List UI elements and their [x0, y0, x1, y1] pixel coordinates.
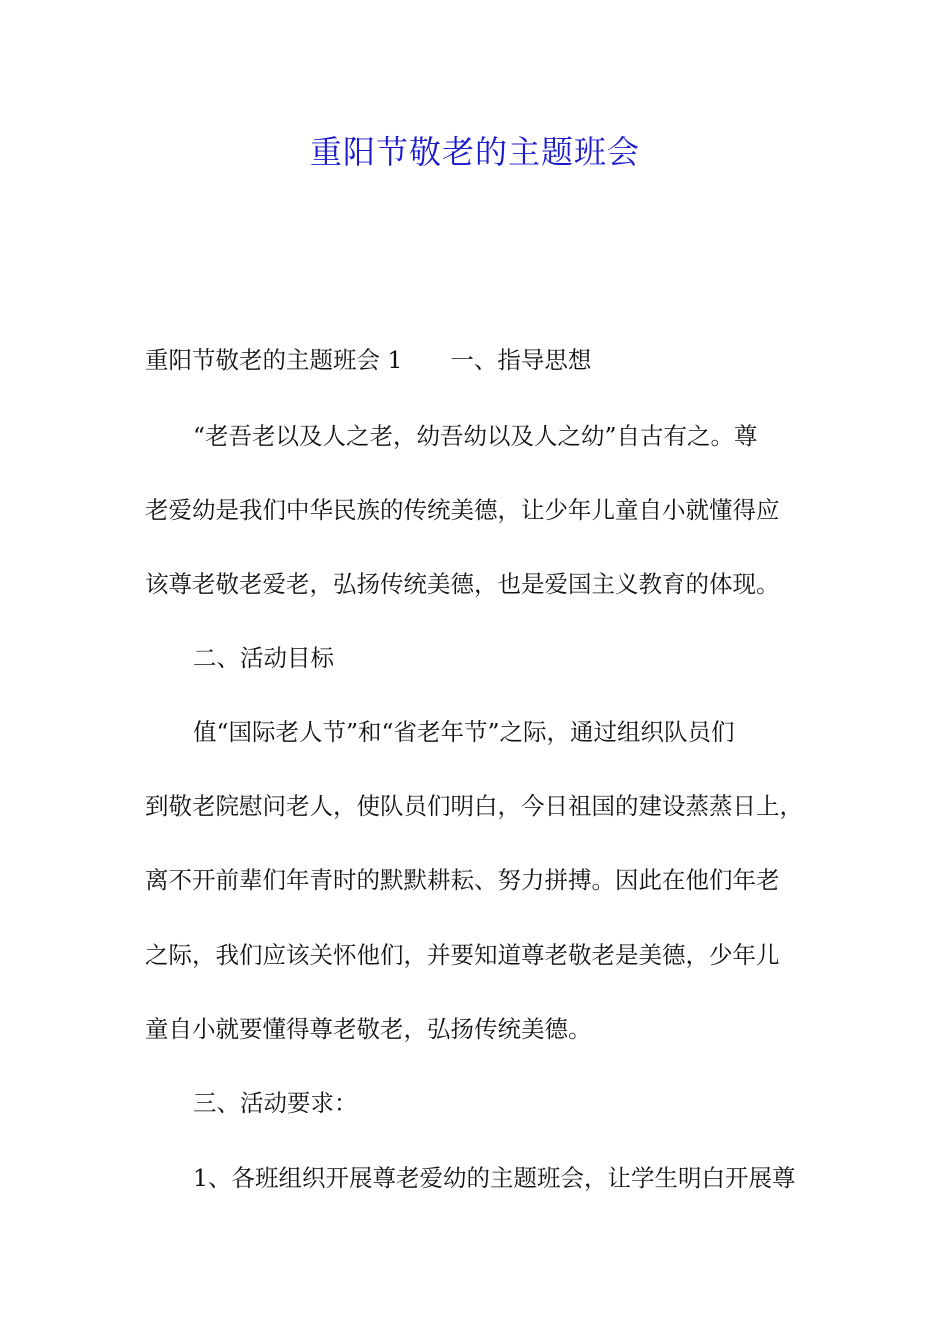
- document-title: 重阳节敬老的主题班会: [309, 133, 640, 171]
- paragraph-line-7: 之际，我们应该关怀他们，并要知道尊老敬老是美德，少年儿: [145, 941, 780, 969]
- paragraph-line-9: 1、各班组织开展尊老爱幼的主题班会，让学生明白开展尊: [193, 1164, 796, 1192]
- section-heading-main: 重阳节敬老的主题班会 1: [145, 346, 403, 374]
- paragraph-line-8: 童自小就要懂得尊老敬老，弘扬传统美德。: [145, 1015, 592, 1043]
- section-heading-goals: 二、活动目标: [193, 644, 334, 672]
- heading-line: [145, 342, 815, 378]
- section-heading-requirements: 三、活动要求：: [193, 1089, 358, 1117]
- paragraph-line-3: 该尊老敬老爱老，弘扬传统美德，也是爱国主义教育的体现。: [145, 570, 780, 598]
- paragraph-line-2: 老爱幼是我们中华民族的传统美德，让少年儿童自小就懂得应: [145, 496, 780, 524]
- paragraph-line-4: 值“国际老人节”和“省老年节”之际，通过组织队员们: [193, 718, 735, 746]
- section-heading-guiding-thought: 一、指导思想: [450, 346, 592, 374]
- paragraph-line-1: “老吾老以及人之老，幼吾幼以及人之幼”自古有之。尊: [193, 422, 758, 450]
- paragraph-line-6: 离不开前辈们年青时的默默耕耘、努力拼搏。因此在他们年老: [145, 866, 780, 894]
- paragraph-line-5: 到敬老院慰问老人，使队员们明白，今日祖国的建设蒸蒸日上，: [145, 792, 803, 820]
